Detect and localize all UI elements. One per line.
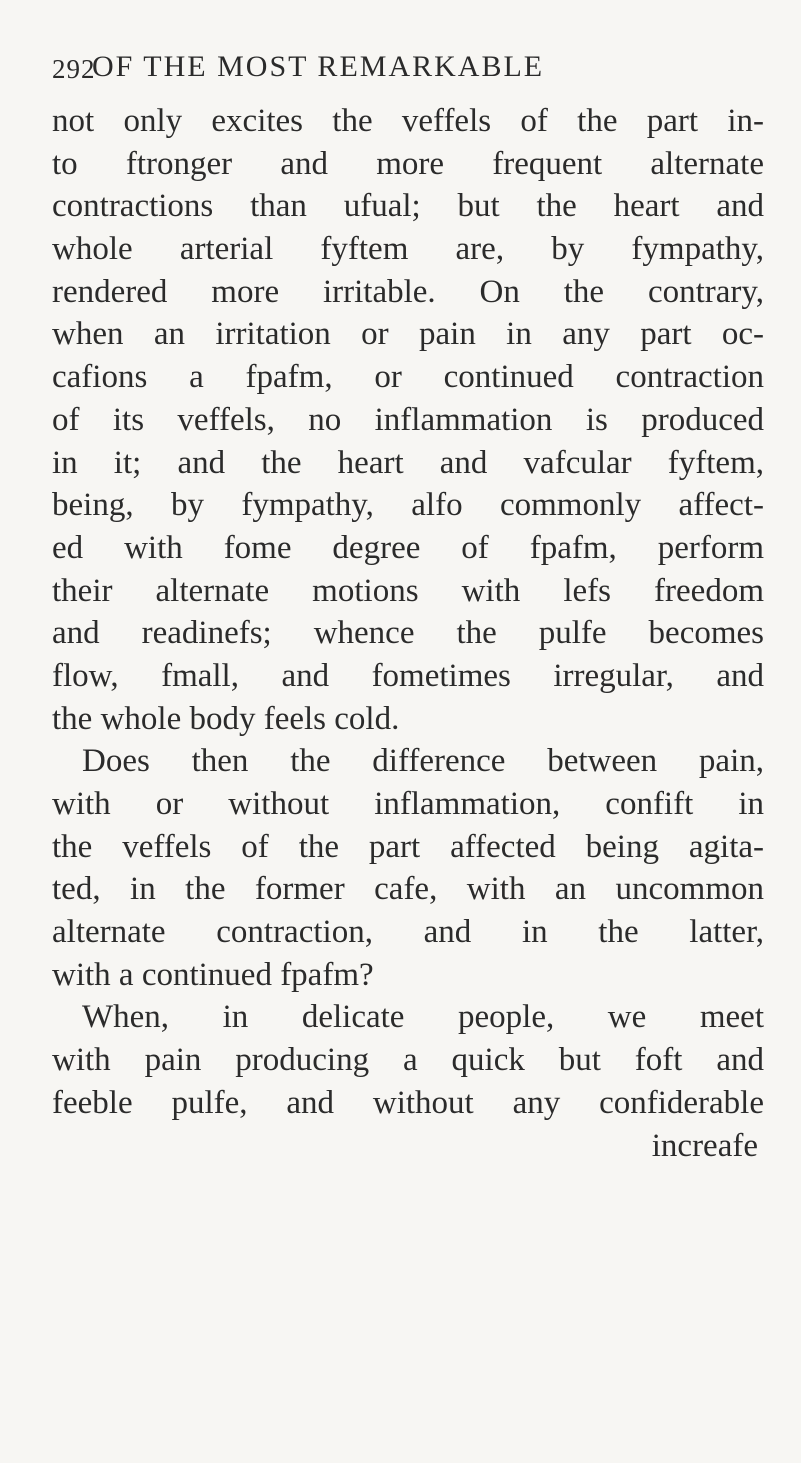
text-line: their alternate motions with lefs freedom <box>52 572 764 609</box>
text-line: the veffels of the part affected being agita- <box>52 828 764 865</box>
text-line: whole arterial fyftem are, by fympathy, <box>52 231 764 268</box>
text-line: being, by fympathy, alfo commonly affect- <box>52 487 764 524</box>
text-line: and readinefs; whence the pulfe becomes <box>52 615 764 652</box>
paragraph-start-line: Does then the difference between pain, <box>82 743 764 780</box>
text-line: with pain producing a quick but foft and <box>52 1042 764 1079</box>
text-line: cafions a fpafm, or continued contraction <box>52 359 764 396</box>
text-line: feeble pulfe, and without any confiderable <box>52 1084 764 1121</box>
text-line: of its veffels, no inflammation is produced <box>52 401 764 438</box>
running-head <box>52 50 764 94</box>
text-line: with or without inflammation, confift in <box>52 786 764 822</box>
text-line: ted, in the former cafe, with an uncommon <box>52 871 764 908</box>
text-line: in it; and the heart and vafcular fyftem, <box>52 444 764 481</box>
paragraph-start-line: When, in delicate people, we meet <box>82 999 764 1036</box>
page-number: 292 <box>52 54 96 84</box>
text-line: the whole body feels cold. <box>52 700 400 737</box>
text-line: flow, fmall, and fometimes irregular, and <box>52 657 764 694</box>
text-line: rendered more irritable. On the contrary, <box>52 273 764 310</box>
text-line: when an irritation or pain in any part oc- <box>52 316 764 353</box>
body-text <box>52 100 764 1167</box>
text-line: not only excites the veffels of the part in- <box>52 103 764 139</box>
text-line: contractions than ufual; but the heart and <box>52 188 764 225</box>
text-line: ed with fome degree of fpafm, perform <box>52 529 764 566</box>
running-head-title: OF THE MOST REMARKABLE <box>92 50 545 83</box>
catchword: increafe <box>651 1127 758 1164</box>
text-line: alternate contraction, and in the latter, <box>52 914 764 951</box>
text-line: with a continued fpafm? <box>52 956 374 993</box>
text-line: to ftronger and more frequent alternate <box>52 145 764 182</box>
